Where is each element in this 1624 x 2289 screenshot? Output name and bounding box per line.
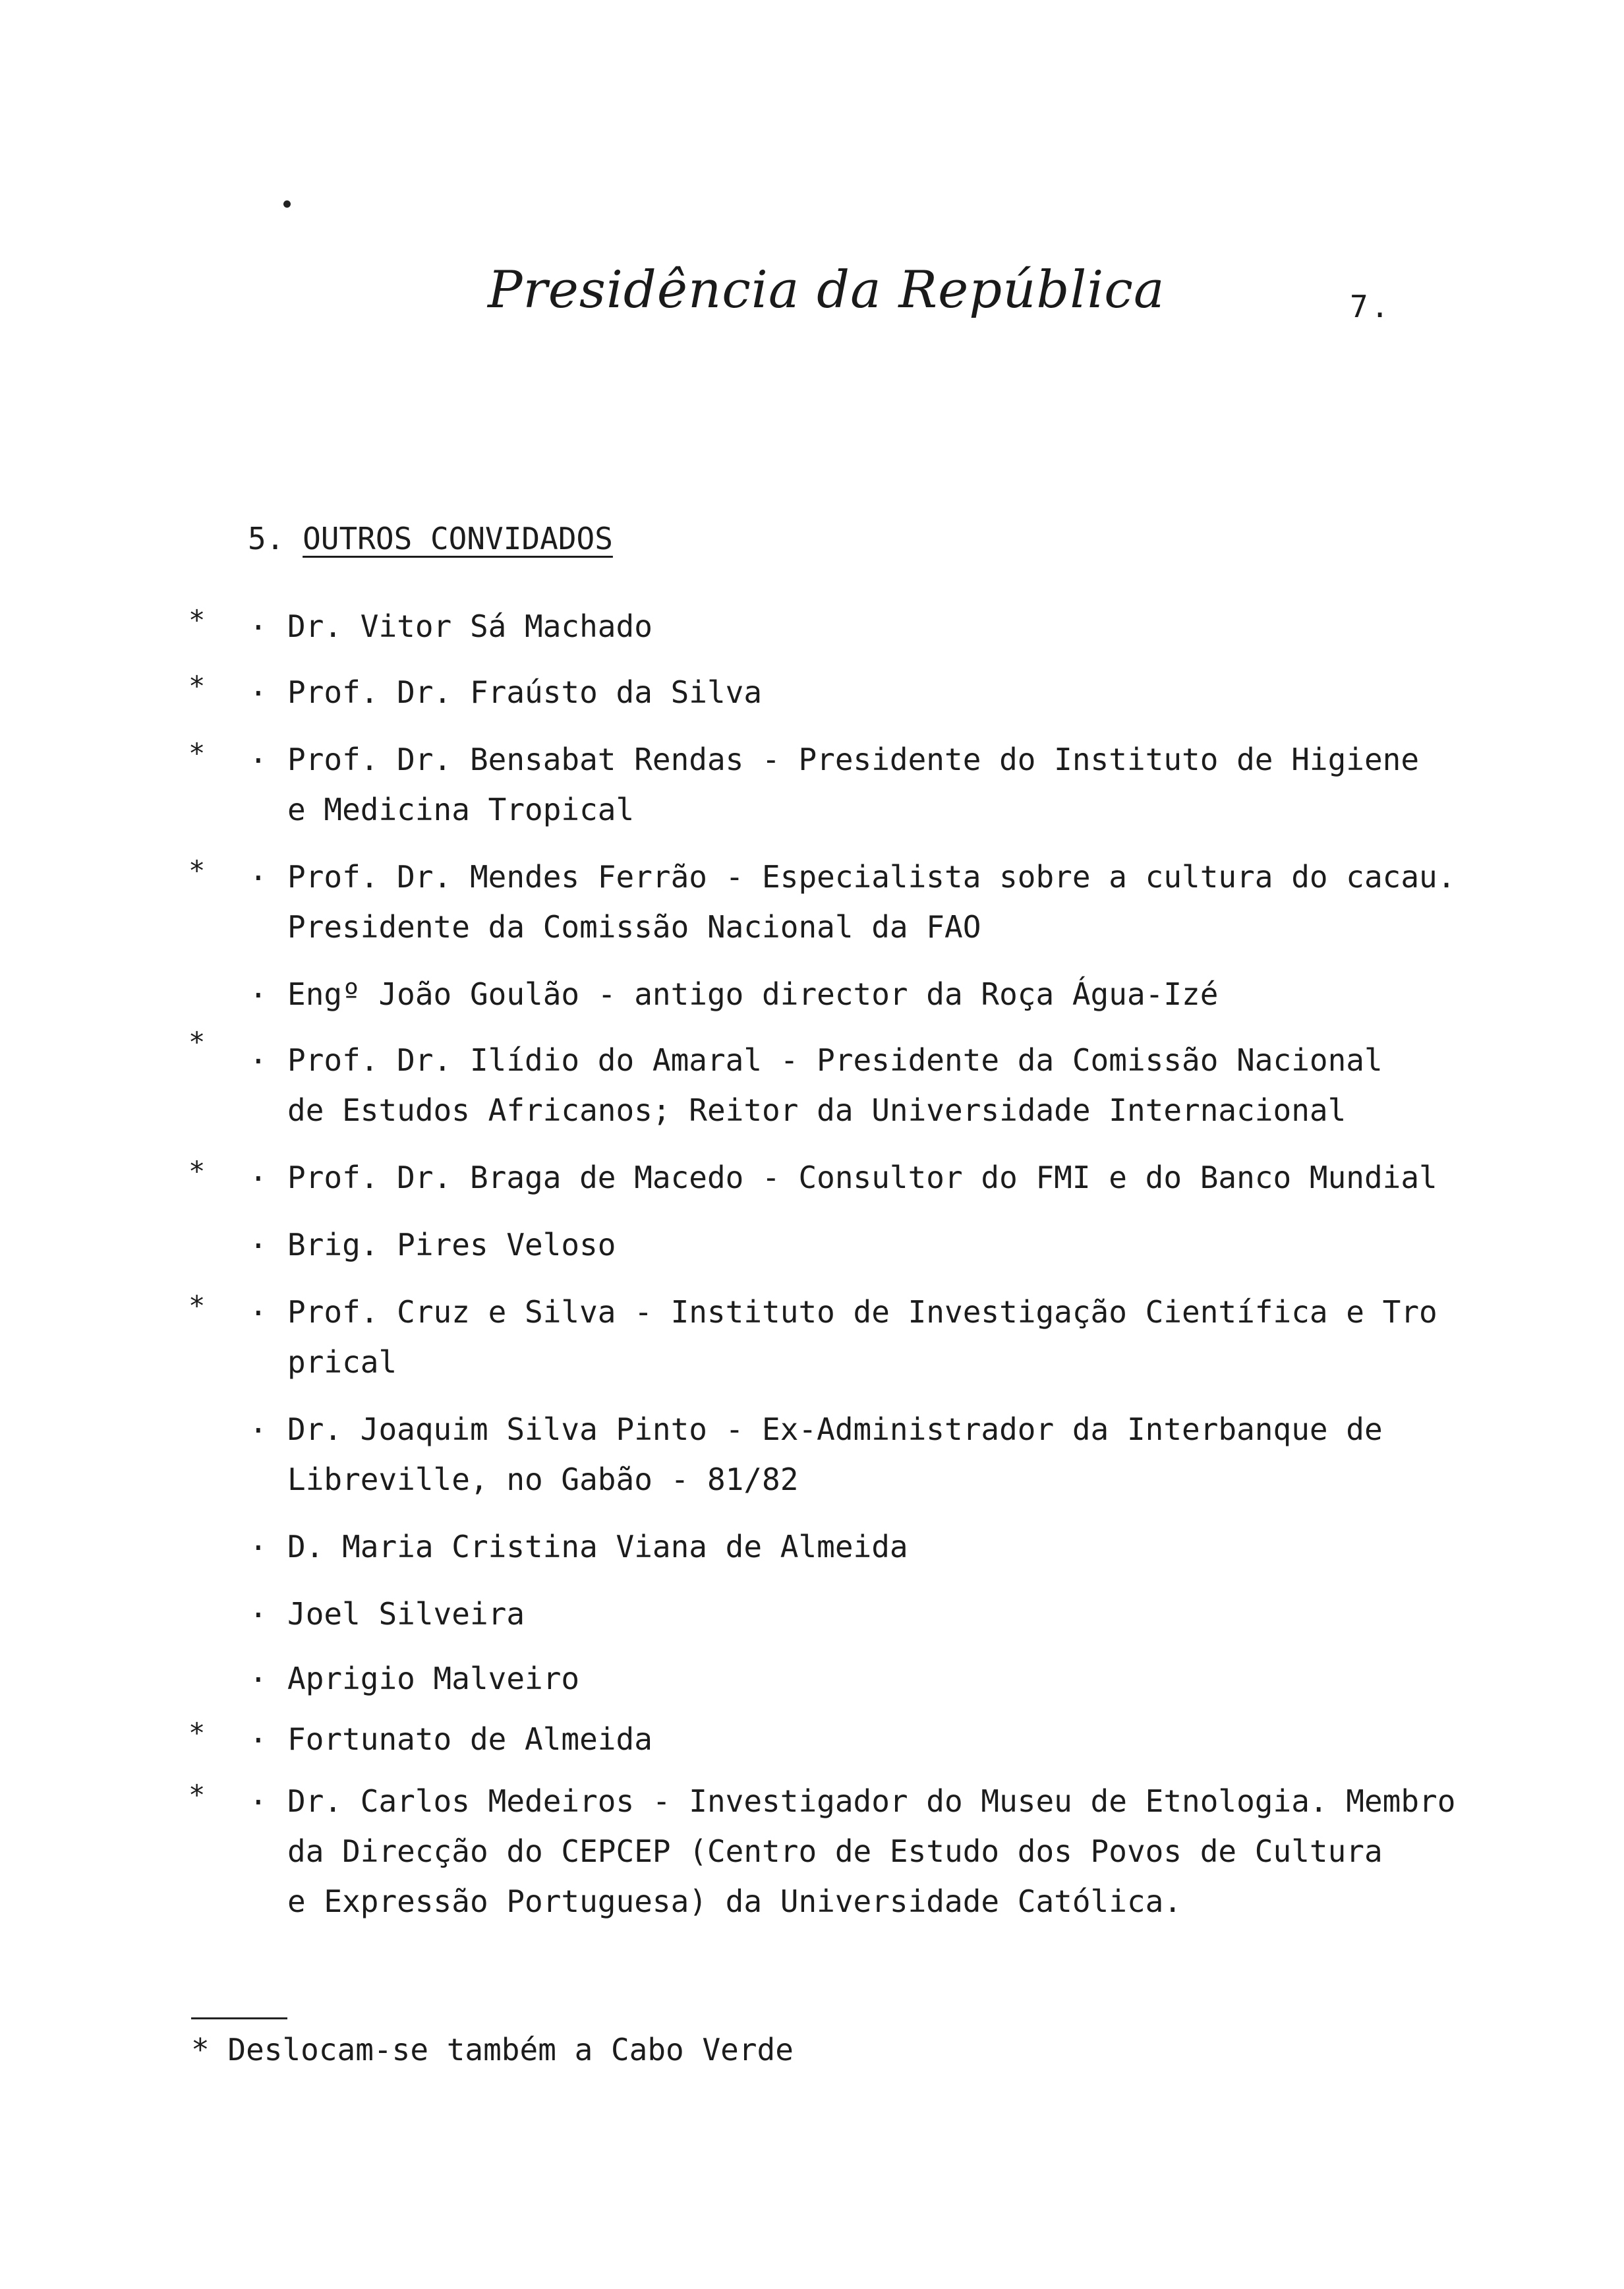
- guest-entry: Joel Silveira: [287, 1596, 525, 1632]
- asterisk-marker: *: [188, 1717, 206, 1749]
- bullet-marker: .: [249, 1653, 268, 1689]
- guest-entry: Prof. Dr. Fraústo da Silva: [287, 674, 763, 710]
- section-number: 5.: [248, 521, 285, 556]
- guest-entry: Prof. Dr. Bensabat Rendas - Presidente do Instituto de Higiene e Medicina Tropical: [287, 742, 1420, 827]
- bullet-marker: .: [249, 1589, 268, 1624]
- asterisk-marker: *: [188, 737, 206, 769]
- guest-entry: Prof. Dr. Ilídio do Amaral - Presidente da Comissão Nacional de Estudos Africanos; Reitor da Universidade Internacional: [287, 1042, 1383, 1128]
- guest-entry: Dr. Carlos Medeiros - Investigador do Museu de Etnologia. Membro da Direcção do CEPCEP (Centro de Estudo dos Povos de Cultura e Expressão Portuguesa) da Universidade Católica.: [287, 1783, 1456, 1919]
- bullet-marker: .: [249, 969, 268, 1005]
- guest-entry: Prof. Cruz e Silva - Instituto de Investigação Científica e Tro prical: [287, 1294, 1437, 1380]
- bullet-marker: .: [249, 852, 268, 887]
- guest-entry: Brig. Pires Veloso: [287, 1227, 616, 1263]
- asterisk-marker: *: [188, 1026, 206, 1058]
- bullet-marker: .: [249, 1404, 268, 1440]
- page-number: 7.: [1350, 289, 1392, 324]
- bullet-marker: .: [249, 1035, 268, 1071]
- asterisk-marker: *: [188, 670, 206, 702]
- guest-entry: Dr. Joaquim Silva Pinto - Ex-Administrador da Interbanque de Libreville, no Gabão - 81/82: [287, 1412, 1383, 1497]
- asterisk-marker: *: [188, 1155, 206, 1187]
- guest-entry: Prof. Dr. Braga de Macedo - Consultor do FMI e do Banco Mundial: [287, 1160, 1437, 1195]
- bullet-marker: .: [249, 1522, 268, 1557]
- footnote: * Deslocam-se também a Cabo Verde: [191, 2032, 794, 2067]
- bullet-marker: .: [249, 1776, 268, 1812]
- bullet-marker: .: [249, 1152, 268, 1188]
- asterisk-marker: *: [188, 1290, 206, 1322]
- bullet-marker: .: [249, 1287, 268, 1323]
- guest-entry: Engº João Goulão - antigo director da Roça Água-Izé: [287, 976, 1219, 1012]
- section-heading: [248, 521, 613, 556]
- ink-dot: [283, 200, 291, 208]
- asterisk-marker: *: [188, 854, 206, 887]
- guest-entry: Aprigio Malveiro: [287, 1661, 580, 1696]
- guest-entry: Prof. Dr. Mendes Ferrão - Especialista sobre a cultura do cacau. Presidente da Comissão Nacional da FAO: [287, 859, 1456, 945]
- guest-entry: Fortunato de Almeida: [287, 1721, 652, 1757]
- bullet-marker: .: [249, 734, 268, 770]
- guest-entry: D. Maria Cristina Viana de Almeida: [287, 1529, 908, 1564]
- guest-entry: Dr. Vitor Sá Machado: [287, 609, 652, 644]
- asterisk-marker: *: [188, 1779, 206, 1811]
- bullet-marker: .: [249, 1714, 268, 1750]
- bullet-marker: .: [249, 1220, 268, 1255]
- letterhead: [488, 260, 1165, 359]
- asterisk-marker: *: [188, 604, 206, 636]
- bullet-marker: .: [249, 601, 268, 637]
- section-title: OUTROS CONVIDADOS: [303, 521, 613, 556]
- bullet-marker: .: [249, 667, 268, 703]
- footnote-rule: [191, 2017, 287, 2019]
- letterhead-title: Presidência da República: [488, 260, 1165, 320]
